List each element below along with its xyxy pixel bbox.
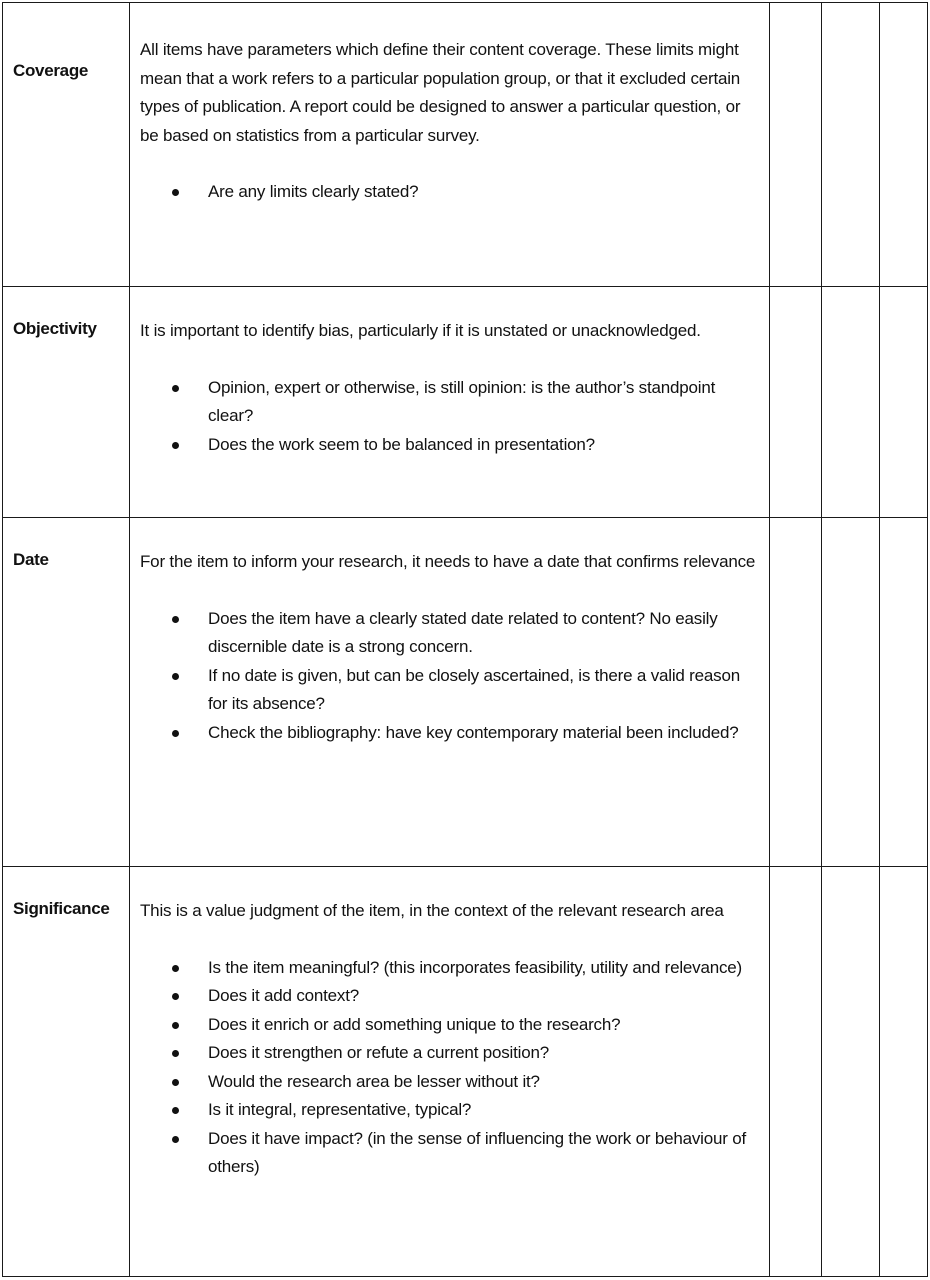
- table-row: [3, 518, 928, 867]
- score-cell-1[interactable]: [770, 3, 822, 287]
- bullet-icon: [172, 965, 179, 972]
- list-item: [208, 662, 761, 719]
- bullet-icon: [172, 730, 179, 737]
- score-cell-3[interactable]: [880, 518, 928, 867]
- list-item-text: Check the bibliography: have key contemporary material been included?: [208, 722, 739, 742]
- list-item-text: If no date is given, but can be closely ascertained, is there a valid reason for its absence?: [208, 665, 740, 713]
- score-cell-2[interactable]: [822, 287, 880, 518]
- list-item-text: Does it have impact? (in the sense of influencing the work or behaviour of others): [208, 1128, 747, 1176]
- list-item: [208, 982, 761, 1011]
- table-body: [3, 3, 928, 1277]
- list-item-text: Opinion, expert or otherwise, is still opinion: is the author’s standpoint clear?: [208, 377, 716, 425]
- bullet-icon: [172, 673, 179, 680]
- list-item: [208, 1096, 761, 1125]
- bullet-icon: [172, 1022, 179, 1029]
- criterion-label: Objectivity: [3, 287, 130, 518]
- question-list: [140, 954, 761, 1182]
- bullet-icon: [172, 385, 179, 392]
- list-item-text: Does the work seem to be balanced in presentation?: [208, 434, 595, 454]
- list-item: [208, 719, 761, 748]
- list-item: [208, 1011, 761, 1040]
- list-item: [208, 374, 761, 431]
- question-list: [140, 605, 761, 748]
- score-cell-2[interactable]: [822, 518, 880, 867]
- question-list: [140, 374, 761, 460]
- description-intro: This is a value judgment of the item, in the context of the relevant research area: [140, 901, 724, 920]
- criterion-label: Significance: [3, 867, 130, 1277]
- bullet-icon: [172, 442, 179, 449]
- evaluation-criteria-table: [2, 2, 928, 1277]
- list-item: [208, 1068, 761, 1097]
- list-item-text: Is the item meaningful? (this incorporates feasibility, utility and relevance): [208, 957, 743, 977]
- list-item: [208, 1125, 761, 1182]
- score-cell-3[interactable]: [880, 867, 928, 1277]
- list-item-text: Does it strengthen or refute a current position?: [208, 1043, 549, 1062]
- table-row: [3, 867, 928, 1277]
- criterion-description: [130, 518, 770, 867]
- question-list: [140, 178, 761, 207]
- list-item: [208, 178, 761, 207]
- score-cell-2[interactable]: [822, 867, 880, 1277]
- list-item: [208, 605, 761, 662]
- score-cell-2[interactable]: [822, 3, 880, 287]
- bullet-icon: [172, 189, 179, 196]
- criterion-description: [130, 867, 770, 1277]
- list-item: [208, 431, 761, 460]
- table-row: [3, 287, 928, 518]
- bullet-icon: [172, 1050, 179, 1057]
- list-item-text: Would the research area be lesser without it?: [208, 1071, 540, 1091]
- criterion-description: [130, 287, 770, 518]
- list-item: [208, 954, 761, 983]
- description-intro: All items have parameters which define their content coverage. These limits might mean that a work refers to a particular population group, or that it excluded certain types of publication. A report could be designed to answer a particular question, or be based on statistics from a particular survey.: [140, 40, 741, 145]
- bullet-icon: [172, 1136, 179, 1143]
- bullet-icon: [172, 616, 179, 623]
- score-cell-1[interactable]: [770, 287, 822, 518]
- bullet-icon: [172, 1107, 179, 1114]
- bullet-icon: [172, 1079, 179, 1086]
- list-item-text: Does it add context?: [208, 986, 359, 1005]
- description-intro: It is important to identify bias, particularly if it is unstated or unacknowledged.: [140, 321, 701, 340]
- list-item: [208, 1039, 761, 1068]
- score-cell-1[interactable]: [770, 867, 822, 1277]
- list-item-text: Is it integral, representative, typical?: [208, 1100, 472, 1119]
- score-cell-3[interactable]: [880, 3, 928, 287]
- list-item-text: Does the item have a clearly stated date related to content? No easily discernible date is a strong concern.: [208, 608, 718, 656]
- list-item-text: Does it enrich or add something unique to the research?: [208, 1014, 621, 1034]
- list-item-text: Are any limits clearly stated?: [208, 182, 419, 201]
- criterion-label: Date: [3, 518, 130, 867]
- criterion-description: [130, 3, 770, 287]
- table-row: [3, 3, 928, 287]
- criterion-label: Coverage: [3, 3, 130, 287]
- description-intro: For the item to inform your research, it needs to have a date that confirms relevance: [140, 552, 756, 571]
- bullet-icon: [172, 993, 179, 1000]
- score-cell-1[interactable]: [770, 518, 822, 867]
- score-cell-3[interactable]: [880, 287, 928, 518]
